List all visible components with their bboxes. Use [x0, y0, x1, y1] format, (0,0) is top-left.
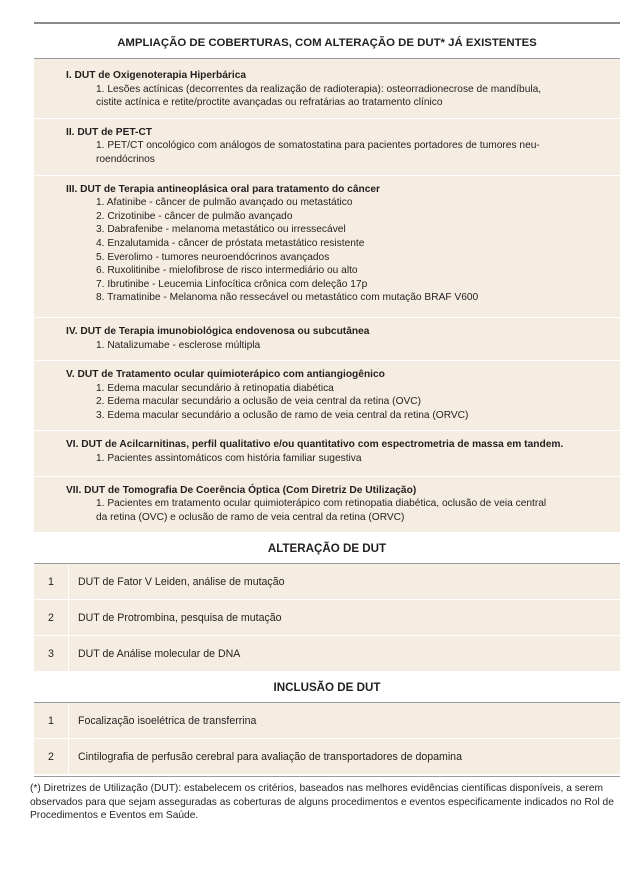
- dut-item: 2. Edema macular secundário a oclusão de veia central da retina (OVC): [96, 396, 422, 408]
- table-row: [34, 739, 620, 775]
- inclusao-title: INCLUSÃO DE DUT: [34, 672, 620, 703]
- row-number: 1: [34, 564, 69, 599]
- row-text: DUT de Fator V Leiden, análise de mutação: [78, 575, 285, 588]
- dut-blocks: [34, 59, 620, 533]
- dut-item-list: [66, 139, 612, 166]
- main-title: AMPLIAÇÃO DE COBERTURAS, COM ALTERAÇÃO DE DUT* JÁ EXISTENTES: [34, 37, 620, 59]
- dut-item: da retina (OVC) e oclusão de ramo de veia central da retina (ORVC): [96, 511, 405, 523]
- dut-item: roendócrinos: [96, 153, 155, 165]
- dut-item: cistite actínica e retite/proctite avançadas ou refratárias ao tratamento clínico: [96, 97, 443, 109]
- dut-block-title: IV. DUT de Terapia imunobiológica endovenosa ou subcutânea: [66, 325, 370, 337]
- dut-item-list: [66, 83, 612, 110]
- dut-block: [34, 431, 620, 476]
- dut-block: [34, 59, 620, 119]
- dut-item: 6. Ruxolitinibe - mielofibrose de risco intermediário ou alto: [96, 265, 358, 277]
- table-row: [34, 600, 620, 636]
- dut-item: 3. Edema macular secundário a oclusão de ramo de veia central da retina (ORVC): [96, 409, 469, 421]
- dut-item: 5. Everolimo - tumores neuroendócrinos avançados: [96, 251, 330, 263]
- table-row: [34, 636, 620, 672]
- dut-item: 1. Lesões actínicas (decorrentes da realização de radioterapia): osteorradionecrose de mandíbula,: [96, 83, 542, 95]
- alteracao-table: [34, 564, 620, 672]
- dut-block-title: VII. DUT de Tomografia De Coerência Óptica (Com Diretriz De Utilização): [66, 484, 417, 496]
- dut-item-list: [66, 497, 612, 524]
- dut-item-list: [66, 382, 612, 423]
- row-number: 2: [34, 600, 69, 635]
- dut-item: 2. Crizotinibe - câncer de pulmão avançado: [96, 210, 293, 222]
- row-text: DUT de Protrombina, pesquisa de mutação: [78, 611, 282, 624]
- dut-item-list: [66, 339, 612, 353]
- dut-block-title: II. DUT de PET-CT: [66, 126, 153, 138]
- row-number: 2: [34, 739, 69, 774]
- row-text: DUT de Análise molecular de DNA: [78, 647, 241, 660]
- dut-block: [34, 318, 620, 361]
- dut-item: 8. Tramatinibe - Melanoma não ressecável ou metastático com mutação BRAF V600: [96, 292, 479, 304]
- dut-block-title: VI. DUT de Acilcarnitinas, perfil qualitativo e/ou quantitativo com espectrometria de massa em tandem.: [66, 439, 564, 451]
- footnote: (*) Diretrizes de Utilização (DUT): estabelecem os critérios, baseados nas melhores evidências científicas disponíveis, a serem observados para que sejam asseguradas as coberturas de alguns procedimentos e eventos especificamente indicados no Rol de Procedimentos e Eventos em Saúde.: [30, 783, 614, 822]
- dut-item-list: [66, 452, 612, 466]
- alteracao-title: ALTERAÇÃO DE DUT: [34, 533, 620, 564]
- dut-item: 7. Ibrutinibe - Leucemia Linfocítica crônica com deleção 17p: [96, 278, 368, 290]
- dut-item: 3. Dabrafenibe - melanoma metastático ou irressecável: [96, 224, 346, 236]
- dut-block: [34, 119, 620, 176]
- dut-block: [34, 176, 620, 318]
- table-row: [34, 703, 620, 739]
- dut-item: 1. Afatinibe - câncer de pulmão avançado ou metastático: [96, 197, 353, 209]
- dut-item: 1. PET/CT oncológico com análogos de somatostatina para pacientes portadores de tumores neu-: [96, 140, 540, 152]
- inclusao-table: [34, 703, 620, 775]
- dut-block: [34, 361, 620, 431]
- dut-block-title: I. DUT de Oxigenoterapia Hiperbárica: [66, 70, 247, 81]
- dut-item: 1. Pacientes em tratamento ocular quimioterápico com retinopatia diabética, oclusão de veia central: [96, 498, 547, 510]
- dut-item: 1. Natalizumabe - esclerose múltipla: [96, 339, 261, 351]
- dut-block: [34, 477, 620, 534]
- dut-item-list: [66, 196, 612, 305]
- top-rule: [34, 22, 620, 24]
- dut-item: 1. Pacientes assintomáticos com história familiar sugestiva: [96, 453, 362, 465]
- row-text: Focalização isoelétrica de transferrina: [78, 714, 257, 727]
- dut-item: 4. Enzalutamida - câncer de próstata metastático resistente: [96, 237, 365, 249]
- table-row: [34, 564, 620, 600]
- row-text: Cintilografia de perfusão cerebral para avaliação de transportadores de dopamina: [78, 750, 462, 763]
- row-number: 1: [34, 703, 69, 738]
- dut-block-title: V. DUT de Tratamento ocular quimioterápico com antiangiogênico: [66, 369, 385, 381]
- document-page: [30, 22, 620, 823]
- dut-block-title: III. DUT de Terapia antineoplásica oral para tratamento do câncer: [66, 183, 381, 195]
- dut-item: 1. Edema macular secundário à retinopatia diabética: [96, 382, 334, 394]
- row-number: 3: [34, 636, 69, 671]
